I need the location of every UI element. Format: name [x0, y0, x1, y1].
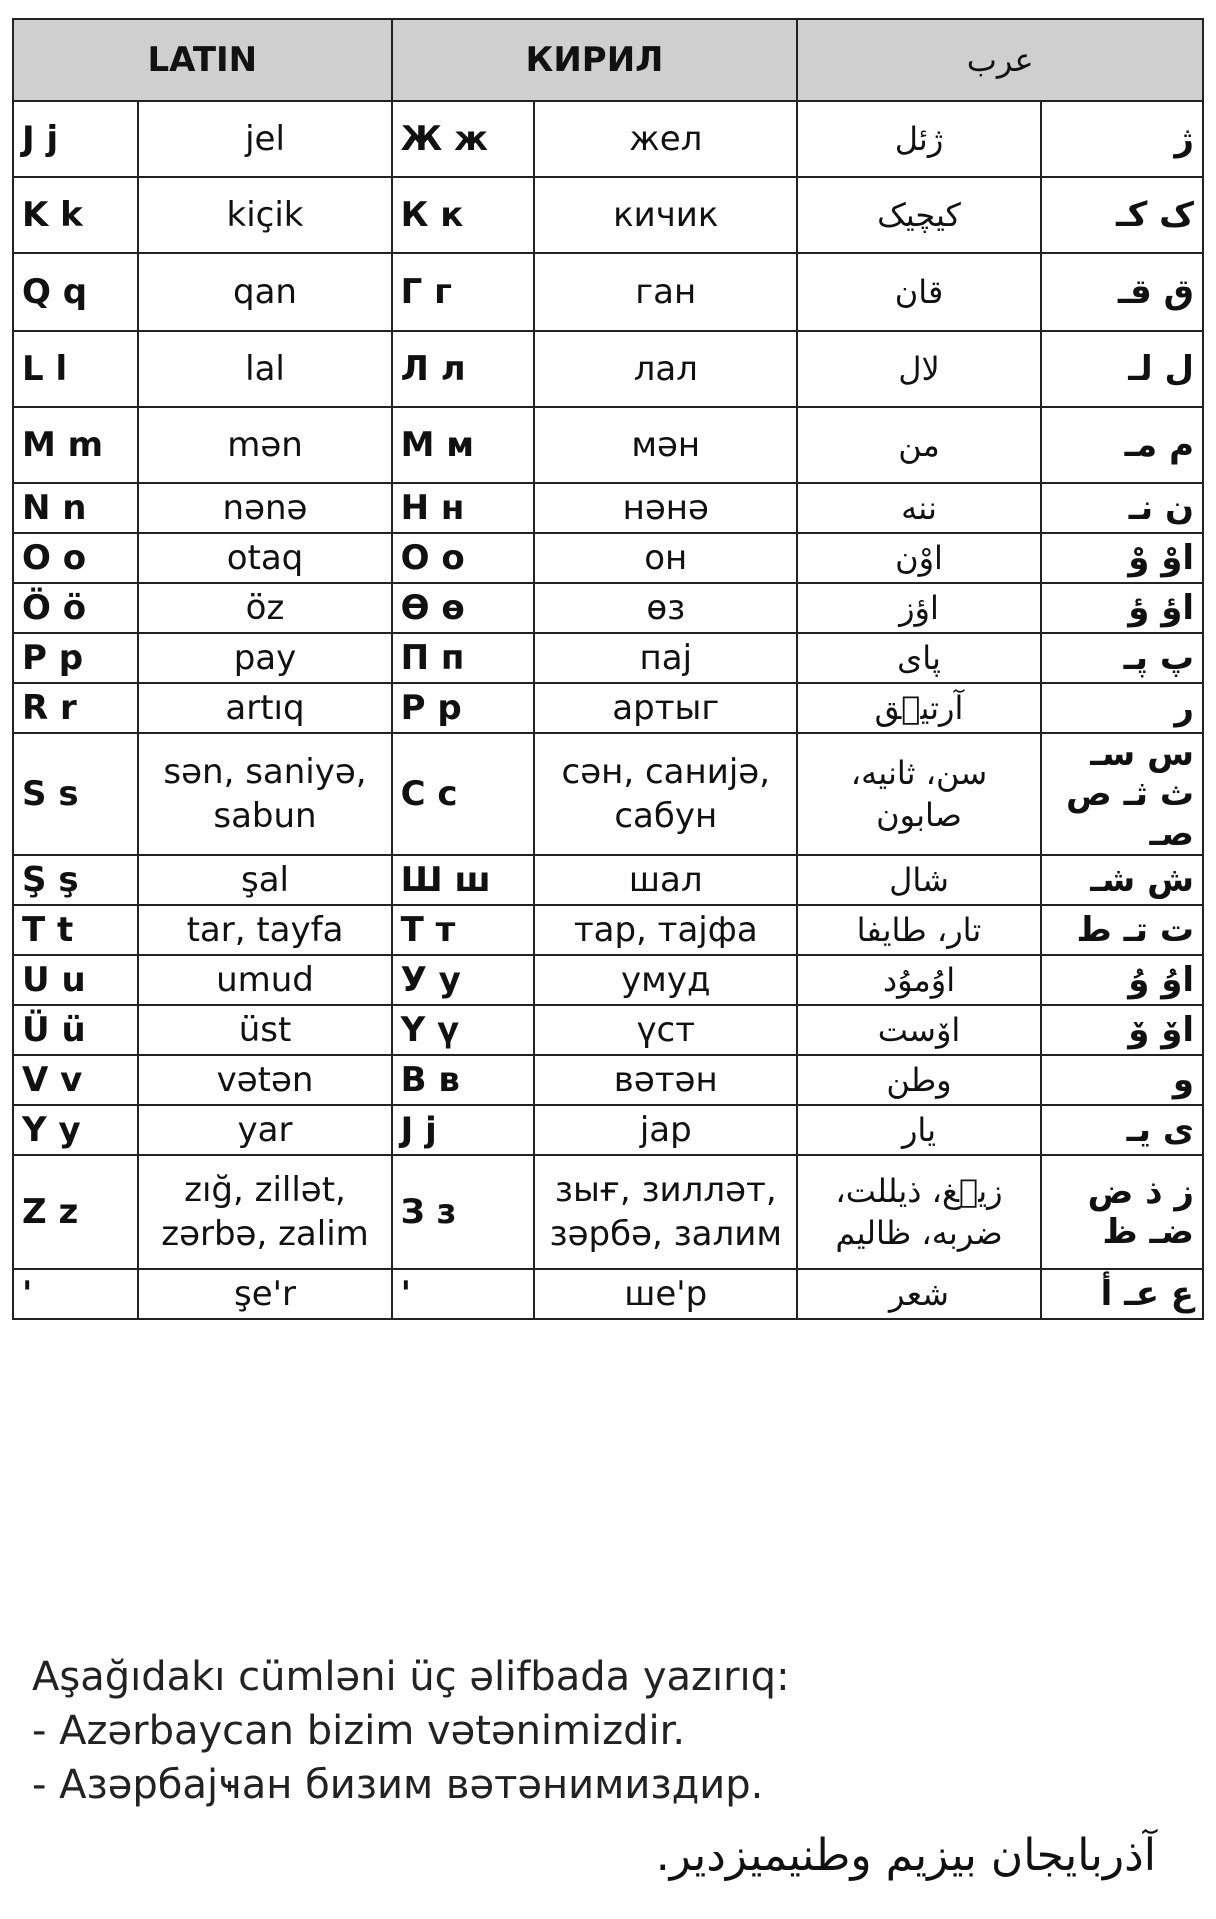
latin-example: jel	[138, 101, 391, 177]
cyrillic-letter: Н н	[392, 483, 535, 533]
table-row	[13, 1269, 1203, 1319]
latin-example: yar	[138, 1105, 391, 1155]
latin-letter: U u	[13, 955, 138, 1005]
header-arabic: عرب	[797, 19, 1203, 101]
cyrillic-example: јар	[534, 1105, 797, 1155]
example-cyrillic: - Азәрбајҹан бизим вәтәнимиздир.	[32, 1762, 764, 1808]
arabic-example: یار	[797, 1105, 1040, 1155]
cyrillic-example: мән	[534, 407, 797, 483]
latin-letter: V v	[13, 1055, 138, 1105]
latin-example: artıq	[138, 683, 391, 733]
table-row	[13, 253, 1203, 331]
table-row	[13, 1155, 1203, 1269]
cyrillic-letter: Г г	[392, 253, 535, 331]
cyrillic-letter: В в	[392, 1055, 535, 1105]
table-row	[13, 177, 1203, 253]
cyrillic-letter: С с	[392, 733, 535, 855]
arabic-example: اوْن	[797, 533, 1040, 583]
arabic-example: ننه	[797, 483, 1040, 533]
arabic-letter: ل لـ	[1041, 331, 1203, 407]
latin-example: kiçik	[138, 177, 391, 253]
cyrillic-example: умуд	[534, 955, 797, 1005]
header-latin: LATIN	[13, 19, 392, 101]
arabic-example: تار، طایفا	[797, 905, 1040, 955]
arabic-letter: ش شـ	[1041, 855, 1203, 905]
table-row	[13, 855, 1203, 905]
latin-example: tar, tayfa	[138, 905, 391, 955]
example-intro: Aşağıdakı cümləni üç əlifbada yazırıq:	[32, 1654, 790, 1700]
latin-example: şe'r	[138, 1269, 391, 1319]
cyrillic-example: өз	[534, 583, 797, 633]
arabic-letter: پ پـ	[1041, 633, 1203, 683]
arabic-example: پای	[797, 633, 1040, 683]
arabic-example: ژئل	[797, 101, 1040, 177]
table-row	[13, 583, 1203, 633]
latin-letter: J j	[13, 101, 138, 177]
latin-letter: Ü ü	[13, 1005, 138, 1055]
arabic-letter: ر	[1041, 683, 1203, 733]
cyrillic-example: зығ, зиллəт, зәрбә, залим	[534, 1155, 797, 1269]
arabic-example: کیچیک	[797, 177, 1040, 253]
latin-letter: L l	[13, 331, 138, 407]
table-row	[13, 1105, 1203, 1155]
latin-example: nənə	[138, 483, 391, 533]
arabic-letter: اؤ ؤ	[1041, 583, 1203, 633]
latin-letter: S s	[13, 733, 138, 855]
cyrillic-letter: Р р	[392, 683, 535, 733]
arabic-example: زیٛغ، ذیللت، ضربه، ظالیم	[797, 1155, 1040, 1269]
table-row	[13, 683, 1203, 733]
example-latin: - Azərbaycan bizim vətənimizdir.	[32, 1708, 686, 1754]
table-row	[13, 483, 1203, 533]
arabic-example: من	[797, 407, 1040, 483]
table-row	[13, 101, 1203, 177]
cyrillic-example: шал	[534, 855, 797, 905]
cyrillic-example: нәнә	[534, 483, 797, 533]
latin-example: şal	[138, 855, 391, 905]
cyrillic-example: пај	[534, 633, 797, 683]
latin-letter: Ö ö	[13, 583, 138, 633]
arabic-letter: اوٚ وٚ	[1041, 1005, 1203, 1055]
table-row	[13, 533, 1203, 583]
latin-letter: O o	[13, 533, 138, 583]
cyrillic-example: он	[534, 533, 797, 583]
alphabet-rows	[13, 101, 1203, 1319]
arabic-example: سن، ثانیه، صابون	[797, 733, 1040, 855]
arabic-letter: ک کـ	[1041, 177, 1203, 253]
header-row	[13, 19, 1203, 101]
latin-letter: K k	[13, 177, 138, 253]
latin-letter: Q q	[13, 253, 138, 331]
arabic-letter: ع عـ أ	[1041, 1269, 1203, 1319]
cyrillic-letter: К к	[392, 177, 535, 253]
latin-example: zığ, zillət, zərbə, zalim	[138, 1155, 391, 1269]
cyrillic-letter: '	[392, 1269, 535, 1319]
cyrillic-letter: Ү ү	[392, 1005, 535, 1055]
table-row	[13, 407, 1203, 483]
latin-letter: R r	[13, 683, 138, 733]
arabic-letter: اوُ وُ	[1041, 955, 1203, 1005]
latin-example: vətən	[138, 1055, 391, 1105]
arabic-example: اوٚست	[797, 1005, 1040, 1055]
table-row	[13, 331, 1203, 407]
example-arabic: آذربایجان بیزیم وطنیمیزدیر.	[655, 1830, 1156, 1881]
arabic-example: شعر	[797, 1269, 1040, 1319]
arabic-letter: ز ذ ض ضـ ظ	[1041, 1155, 1203, 1269]
latin-example: pay	[138, 633, 391, 683]
cyrillic-letter: Ө ө	[392, 583, 535, 633]
arabic-example: اؤز	[797, 583, 1040, 633]
cyrillic-example: сән, санијә, сабун	[534, 733, 797, 855]
latin-letter: '	[13, 1269, 138, 1319]
latin-letter: Z z	[13, 1155, 138, 1269]
cyrillic-letter: Ж ж	[392, 101, 535, 177]
cyrillic-letter: У у	[392, 955, 535, 1005]
cyrillic-letter: О о	[392, 533, 535, 583]
arabic-example: لال	[797, 331, 1040, 407]
latin-letter: Ş ş	[13, 855, 138, 905]
cyrillic-example: үст	[534, 1005, 797, 1055]
header-cyrillic: КИРИЛ	[392, 19, 798, 101]
latin-example: lal	[138, 331, 391, 407]
latin-example: otaq	[138, 533, 391, 583]
arabic-letter: ت تـ ط	[1041, 905, 1203, 955]
arabic-letter: ی یـ	[1041, 1105, 1203, 1155]
cyrillic-example: артыг	[534, 683, 797, 733]
cyrillic-letter: П п	[392, 633, 535, 683]
arabic-letter: و	[1041, 1055, 1203, 1105]
arabic-letter: ن نـ	[1041, 483, 1203, 533]
table-row	[13, 733, 1203, 855]
arabic-example: شال	[797, 855, 1040, 905]
cyrillic-letter: Ј ј	[392, 1105, 535, 1155]
cyrillic-example: вәтән	[534, 1055, 797, 1105]
latin-letter: T t	[13, 905, 138, 955]
arabic-example: آرتیٛق	[797, 683, 1040, 733]
cyrillic-letter: Ш ш	[392, 855, 535, 905]
latin-letter: P p	[13, 633, 138, 683]
arabic-letter: ق قـ	[1041, 253, 1203, 331]
cyrillic-letter: Л л	[392, 331, 535, 407]
arabic-letter: اوْ وْ	[1041, 533, 1203, 583]
latin-example: umud	[138, 955, 391, 1005]
arabic-letter: ژ	[1041, 101, 1203, 177]
alphabet-table	[12, 18, 1204, 1320]
latin-letter: Y y	[13, 1105, 138, 1155]
arabic-letter: م مـ	[1041, 407, 1203, 483]
cyrillic-example: тар, тајфа	[534, 905, 797, 955]
cyrillic-example: лал	[534, 331, 797, 407]
cyrillic-example: кичик	[534, 177, 797, 253]
latin-letter: M m	[13, 407, 138, 483]
table-row	[13, 905, 1203, 955]
cyrillic-letter: Т т	[392, 905, 535, 955]
cyrillic-letter: М м	[392, 407, 535, 483]
table-row	[13, 1055, 1203, 1105]
arabic-letter: س سـ ث ثـ ص صـ	[1041, 733, 1203, 855]
latin-example: öz	[138, 583, 391, 633]
table-row	[13, 1005, 1203, 1055]
arabic-example: وطن	[797, 1055, 1040, 1105]
arabic-example: قان	[797, 253, 1040, 331]
latin-example: üst	[138, 1005, 391, 1055]
latin-letter: N n	[13, 483, 138, 533]
cyrillic-example: ган	[534, 253, 797, 331]
cyrillic-example: ше'р	[534, 1269, 797, 1319]
cyrillic-example: жел	[534, 101, 797, 177]
table-row	[13, 633, 1203, 683]
arabic-example: اوُموُد	[797, 955, 1040, 1005]
example-sentences	[32, 1650, 790, 1812]
latin-example: mən	[138, 407, 391, 483]
latin-example: sən, saniyə, sabun	[138, 733, 391, 855]
latin-example: qan	[138, 253, 391, 331]
table-row	[13, 955, 1203, 1005]
cyrillic-letter: З з	[392, 1155, 535, 1269]
